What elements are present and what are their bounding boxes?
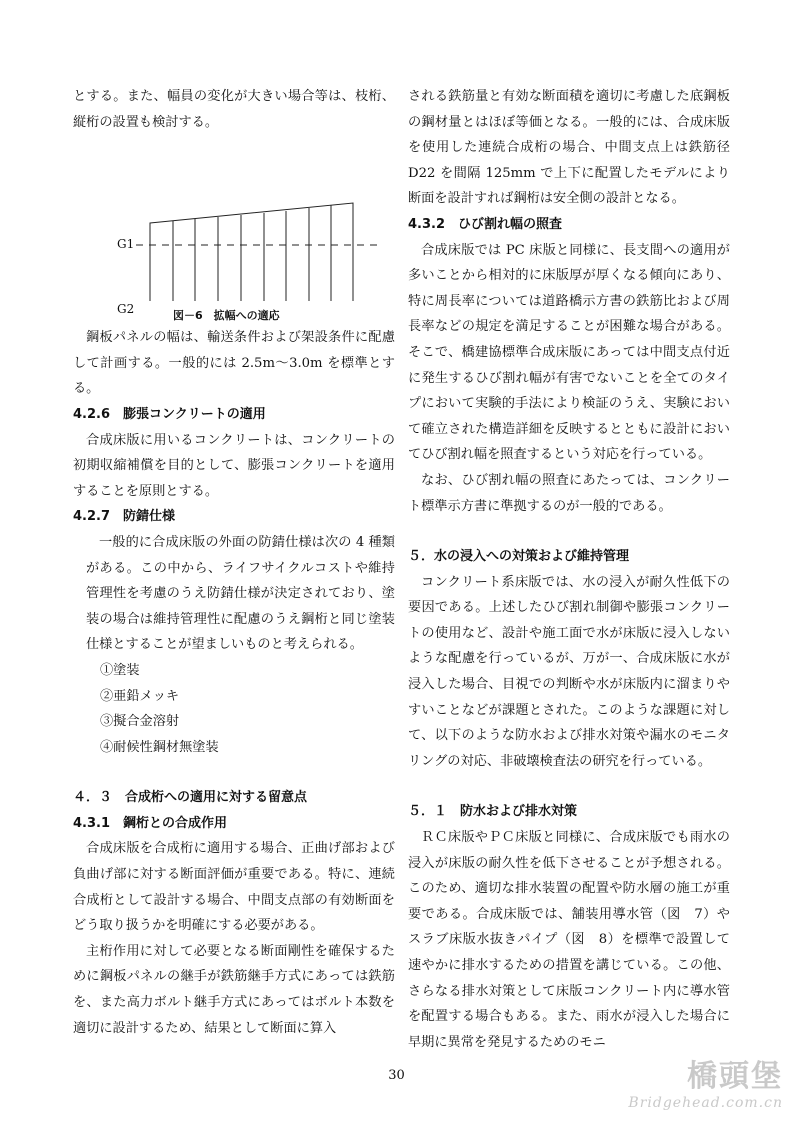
paragraph-4-3-1a: 合成床版を合成桁に適用する場合、正曲げ部および負曲げ部に対する断面評価が重要である。特に、連続合成桁として設計する場合、中間支点部の有効断面をどう取り扱うかを明確にする必要がある。 [73,841,395,934]
list-item: ④耐候性鋼材無塗装 [100,739,219,755]
spacer [408,774,730,799]
heading-4-2-7: 4.2.7 防錆仕様 [73,509,176,525]
heading-4-3: ４．３ 合成桁への適用に対する留意点 [73,790,308,806]
watermark-url: Bridgehead.com.cn [628,1095,783,1111]
figure-widening [73,141,395,321]
left-column [73,84,395,1041]
girder-label-g2: G2 [117,302,135,317]
heading-4-3-2: 4.3.2 ひび割れ幅の照査 [408,216,563,232]
list-item: ②亜鉛メッキ [100,688,180,704]
paragraph-4-3-2b: なお、ひび割れ幅の照査にあたっては、コンクリート標準示方書に準拠するのが一般的である。 [408,472,730,514]
list-item: ①塗装 [100,662,140,678]
paragraph-5: コンクリート系床版では、水の浸入が耐久性低下の要因である。上述したひび割れ制御や膨張コンクリートの使用など、設計や施工面で水が床版に浸入しないような配慮を行っているが、万が一、合成床版に水が浸入した場合、目視での判断や水が床版内に溜まりやすいことなどが課題とされた。このような課題に対して、以下のような防水および排水対策や漏水のモニタリングの対応、非破壊検査法の研究を行っている。 [408,574,730,769]
heading-4-3-1: 4.3.1 鋼桁との合成作用 [73,815,228,831]
paragraph-4-2-6: 合成床版に用いるコンクリートは、コンクリートの初期収縮補償を目的として、膨張コンクリートを適用することを原則とする。 [73,432,395,499]
right-column [408,84,730,1055]
paragraph-4-2-7: 一般的に合成床版の外面の防錆仕様は次の 4 種類がある。この中から、ライフサイクルコストや維持管理性を考慮のうえ防錆仕様が決定されており、塗装の場合は維持管理性に配慮のうえ鋼桁と同じ塗装仕様とすることが望ましいものと考えられる。 [86,534,395,653]
heading-5-1: ５．１ 防水および排水対策 [408,804,578,820]
heading-4-2-6: 4.2.6 膨張コンクリートの適用 [73,406,266,422]
spacer [73,760,395,785]
paragraph-intro: とする。また、幅員の変化が大きい場合等は、枝桁、縦桁の設置も検討する。 [73,89,395,130]
watermark [628,1051,783,1111]
list-item: ③擬合金溶射 [100,714,180,730]
figure-caption: 図－6 拡幅への適応 [173,309,280,323]
paragraph-5-1: ＲＣ床版やＰＣ床版と同様に、合成床版でも雨水の浸入が床版の耐久性を低下させることが予想される。このため、適切な排水装置の配置や防水層の施工が重要である。合成床版では、舗装用導水管（図 7）やスラブ床版水抜きパイプ（図 8）を標準で設置して速やかに排水するための措置を講じている。この他、さらなる排水対策として床版コンクリート内に導水管を配置する場合もある。また、雨水が浸入した場合に早期に異常を発見するためのモニ [408,830,730,1050]
page-number: 30 [388,1068,405,1083]
paragraph-continued: される鉄筋量と有効な断面積を適切に考慮した底鋼板の鋼材量とはほぼ等価となる。一般的には、合成床版を使用した連続合成桁の場合、中間支点上は鉄筋径 D22 を間隔 125mm で上下に配置したモデルにより断面を設計すれば鋼桁は安全側の設計となる。 [408,89,730,207]
paragraph-panel-width: 鋼板パネルの幅は、輸送条件および架設条件に配慮して計画する。一般的には 2.5m～3.0m を標準とする。 [73,330,395,397]
heading-5: ５．水の浸入への対策および維持管理 [408,549,630,565]
paragraph-4-3-1b: 主桁作用に対して必要となる断面剛性を確保するために鋼板パネルの継手が鉄筋継手方式にあっては鉄筋を、また高力ボルト継手方式にあってはボルト本数を適切に設計するため、結果として断面に算入 [73,943,395,1036]
deck-outline [150,203,353,301]
spacer [408,519,730,544]
panel-joints [173,205,331,301]
girder-label-g1: G1 [117,237,135,252]
widening-diagram [73,141,395,301]
watermark-logo-text: 橋頭堡 [687,1059,783,1094]
paragraph-4-3-2a: 合成床版では PC 床版と同様に、長支間への適用が多いことから相対的に床版厚が厚くなる傾向にあり、特に周長率については道路橋示方書の鉄筋比および周長率などの規定を満足することが困難な場合がある。そこで、橋建協標準合成床版にあっては中間支点付近に発生するひび割れ幅が有害でないことを全てのタイプにおいて実験的手法により検証のうえ、実験において確立された構造詳細を反映するとともに設計においてひび割れ幅を照査するという対応を行っている。 [408,242,730,463]
